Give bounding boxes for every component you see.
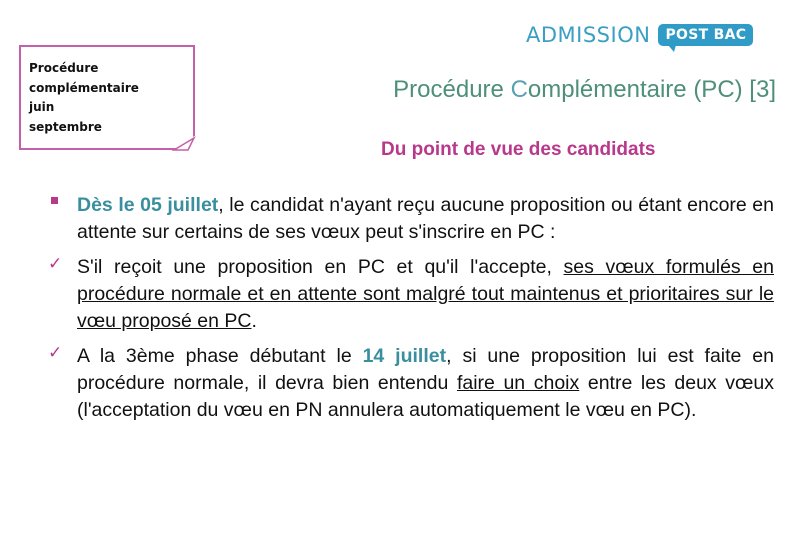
- page-curl-icon: [172, 135, 196, 151]
- note-line: complémentaire: [29, 80, 139, 95]
- list-item-text: S'il reçoit une proposition en PC et qu'il l'accepte, ses vœux formulés en procédure normale et en attente sont malgré tout maintenus et prioritaires sur le vœu proposé en PC.: [77, 256, 774, 332]
- list-item: [48, 343, 774, 424]
- page-title: Procédure Complémentaire (PC) [3]: [393, 76, 776, 103]
- note-text: [29, 59, 139, 137]
- square-bullet-icon: [51, 197, 58, 204]
- logo-word: ADMISSION: [526, 23, 651, 47]
- bullet-list: [48, 192, 774, 432]
- admission-post-bac-logo: [526, 20, 753, 50]
- note-line: septembre: [29, 119, 102, 134]
- checkmark-icon: ✓: [48, 343, 63, 363]
- note-line: juin: [29, 100, 55, 114]
- checkmark-icon: ✓: [48, 254, 63, 274]
- list-item-text: Dès le 05 juillet, le candidat n'ayant reçu aucune proposition ou étant encore en attente sur certains de ses vœux peut s'inscrire en PC :: [77, 194, 774, 243]
- list-item: [48, 192, 774, 246]
- logo-tag: POST BAC: [658, 24, 753, 46]
- note-line: Procédure: [29, 61, 99, 75]
- sticky-note: [19, 45, 195, 150]
- list-item: [48, 254, 774, 335]
- list-item-text: A la 3ème phase débutant le 14 juillet, si une proposition lui est faite en procédure normale, il devra bien entendu faire un choix entre les deux vœux (l'acceptation du vœu en PN annulera automatiquement le vœu en PC).: [77, 345, 774, 421]
- section-subtitle: Du point de vue des candidats: [381, 139, 656, 160]
